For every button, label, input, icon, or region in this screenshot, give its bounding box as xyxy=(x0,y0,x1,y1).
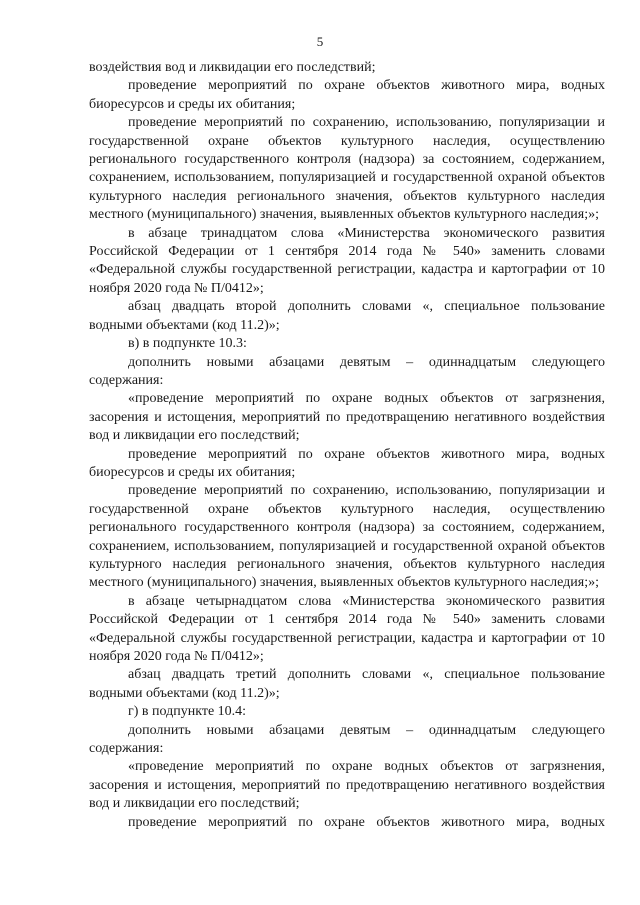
document-paragraph: проведение мероприятий по сохранению, использованию, популяризации и государственной охране объектов культурного наследия, осуществлению регионального государственного контроля (надзора) за состоянием, содержанием, сохранением, использованием, популяризацией и государственной охраной объектов культурного наследия регионального значения, объектов культурного наследия местного (муниципального) значения, выявленных объектов культурного наследия;»; xyxy=(89,483,605,591)
page-number: 5 xyxy=(316,34,324,49)
document-paragraph: в) в подпункте 10.3: xyxy=(128,336,247,352)
document-paragraph: в абзаце тринадцатом слова «Министерства экономического развития Российской Федерации от 1 сентября 2014 года № 540» заменить словами «Федеральной службы государственной регистрации, кадастра и картографии от 10 ноября 2020 года № П/0412»; xyxy=(89,225,605,296)
document-paragraph: дополнить новыми абзацами девятым – одиннадцатым следующего содержания: xyxy=(89,354,605,388)
document-body xyxy=(89,59,605,832)
document-paragraph: абзац двадцать третий дополнить словами «, специальное пользование водными объектами (код 11.2)»; xyxy=(89,667,605,701)
document-paragraph: воздействия вод и ликвидации его последствий; xyxy=(89,60,376,75)
document-paragraph: «проведение мероприятий по охране водных объектов от загрязнения, засорения и истощения, мероприятий по предотвращению негативного воздействия вод и ликвидации его последствий; xyxy=(89,759,605,812)
document-paragraph: проведение мероприятий по охране объектов животного мира, водных биоресурсов и среды их обитания; xyxy=(89,78,605,112)
document-paragraph: дополнить новыми абзацами девятым – одиннадцатым следующего содержания: xyxy=(89,722,605,757)
document-paragraph: проведение мероприятий по охране объектов животного мира, водных биоресурсов и среды их обитания; xyxy=(89,446,605,480)
document-paragraph: г) в подпункте 10.4: xyxy=(128,704,247,720)
document-paragraph: проведение мероприятий по сохранению, использованию, популяризации и государственной охране объектов культурного наследия, осуществлению регионального государственного контроля (надзора) за состоянием, содержанием, сохранением, использованием, популяризацией и государственной охраной объектов культурного наследия регионального значения, объектов культурного наследия местного (муниципального) значения, выявленных объектов культурного наследия;»; xyxy=(89,115,605,223)
document-paragraph: «проведение мероприятий по охране водных объектов от загрязнения, засорения и истощения, мероприятий по предотвращению негативного воздействия вод и ликвидации его последствий; xyxy=(89,391,605,444)
document-paragraph: в абзаце четырнадцатом слова «Министерства экономического развития Российской Федерации от 1 сентября 2014 года № 540» заменить словами «Федеральной службы государственной регистрации, кадастра и картографии от 10 ноября 2020 года № П/0412»; xyxy=(89,593,605,664)
document-paragraph: абзац двадцать второй дополнить словами «, специальное пользование водными объектами (код 11.2)»; xyxy=(89,299,605,333)
document-paragraph: проведение мероприятий по охране объектов животного мира, водных xyxy=(128,814,605,830)
